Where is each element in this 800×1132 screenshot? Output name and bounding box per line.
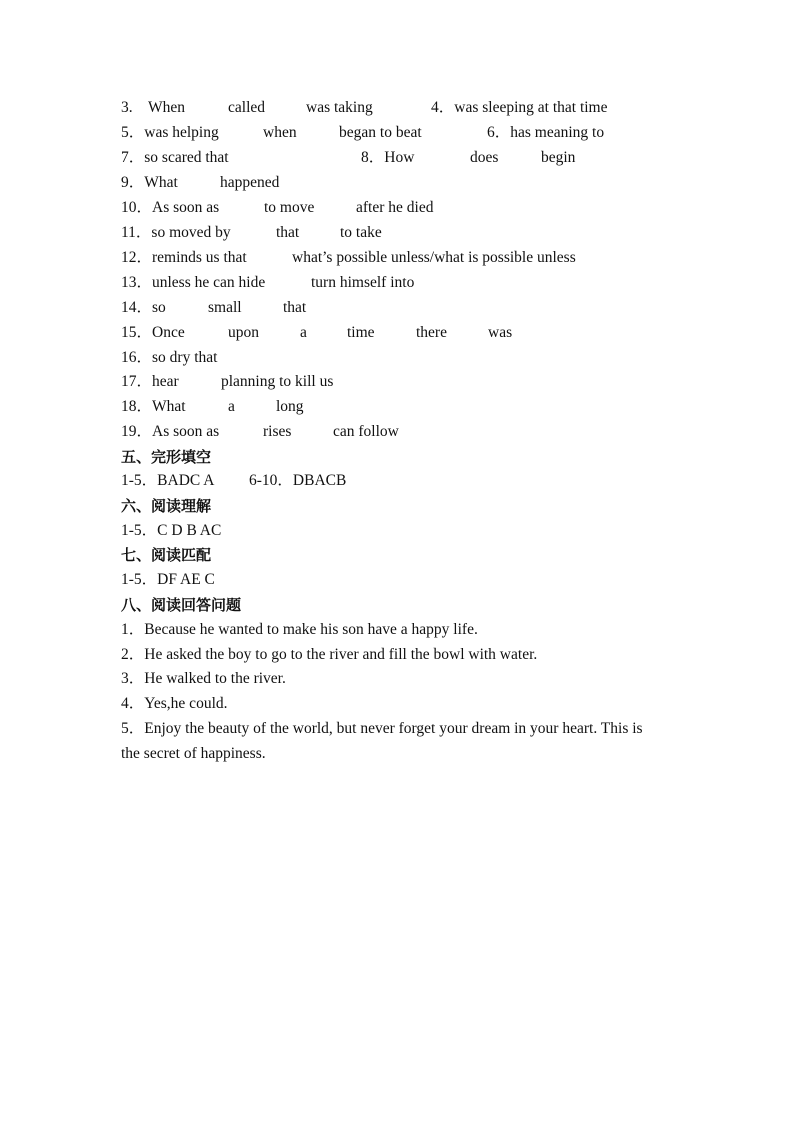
answer-segment: can follow (333, 423, 399, 440)
answer-segment: 13．unless he can hide (121, 274, 266, 291)
answer-segment: that (283, 299, 307, 316)
answer-segment: there (416, 324, 447, 341)
answer-segment: happened (220, 174, 280, 191)
answer-segment: after he died (356, 199, 434, 216)
answer-segment: 12．reminds us that (121, 249, 247, 266)
answer-segment: was (488, 324, 513, 341)
answer-segment: 6-10．DBACB (249, 472, 347, 489)
answer-segment: 18．What (121, 398, 186, 415)
answer-segment: 4．Yes,he could. (121, 695, 228, 712)
answer-segment: 10．As soon as (121, 199, 220, 216)
answer-segment: time (347, 324, 375, 341)
answer-segment: 1-5．C D B AC (121, 522, 222, 539)
answer-segment: to take (340, 224, 382, 241)
answer-segment: 14．so (121, 299, 166, 316)
answer-segment: to move (264, 199, 315, 216)
answer-segment: 5．Enjoy the beauty of the world, but never forget your dream in your heart. This is (121, 720, 643, 737)
answer-segment: that (276, 224, 300, 241)
answer-segment: small (208, 299, 242, 316)
answer-segment: 8．How (361, 149, 415, 166)
answer-segment: 3．He walked to the river. (121, 670, 286, 687)
answer-segment: rises (263, 423, 292, 440)
section-heading: 六、阅读理解 (121, 497, 212, 515)
section-heading: 八、阅读回答问题 (121, 596, 242, 614)
answer-segment: 1-5．BADC A (121, 472, 215, 489)
answer-segment: 1-5．DF AE C (121, 571, 215, 588)
answer-segment: 1．Because he wanted to make his son have a happy life. (121, 621, 478, 638)
answer-segment: 2．He asked the boy to go to the river and fill the bowl with water. (121, 646, 538, 663)
answer-segment: began to beat (339, 124, 422, 141)
answer-segment: a (228, 398, 235, 415)
answer-segment: long (276, 398, 304, 415)
answer-segment: 7．so scared that (121, 149, 229, 166)
answer-segment: 9．What (121, 174, 178, 191)
answer-segment: 4．was sleeping at that time (431, 99, 608, 116)
answer-segment: begin (541, 149, 576, 166)
answer-segment: planning to kill us (221, 373, 334, 390)
section-heading: 五、完形填空 (121, 448, 212, 466)
answer-segment: called (228, 99, 266, 116)
answer-segment: 15．Once (121, 324, 185, 341)
answer-segment: 11．so moved by (121, 224, 231, 241)
answer-segment: 17．hear (121, 373, 179, 390)
answer-segment: the secret of happiness. (121, 745, 266, 762)
answer-segment: When (148, 99, 186, 116)
answer-segment: 3. (121, 99, 133, 116)
answer-segment: what’s possible unless/what is possible unless (292, 249, 576, 266)
answer-segment: 6．has meaning to (487, 124, 605, 141)
section-heading: 七、阅读匹配 (121, 546, 212, 564)
answer-segment: when (263, 124, 297, 141)
answer-segment: 5．was helping (121, 124, 219, 141)
answer-segment: was taking (306, 99, 373, 116)
answer-segment: 16．so dry that (121, 349, 218, 366)
answer-segment: 19．As soon as (121, 423, 220, 440)
answer-segment: does (470, 149, 499, 166)
answer-segment: a (300, 324, 307, 341)
answer-segment: upon (228, 324, 259, 341)
answer-segment: turn himself into (311, 274, 415, 291)
